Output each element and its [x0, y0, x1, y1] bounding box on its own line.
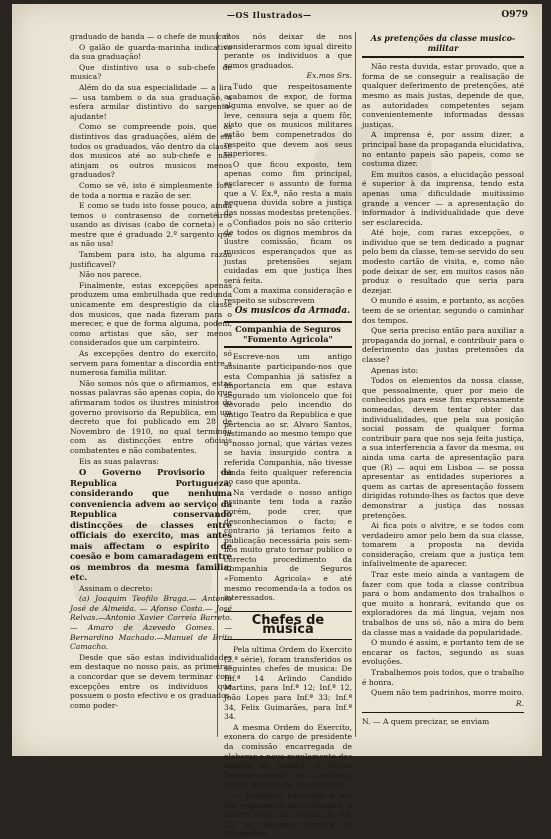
company-heading: Companhia de Seguros "Fomento Agricola"	[224, 321, 352, 348]
paragraph: Como se compreende pois, que os distintivos das graduações, além de em todos os graduados, vão dentro da classe dos musicos até ao sub-chefe e não atinjam os outros musicos menos graduados?	[70, 122, 232, 180]
column-right	[362, 32, 524, 742]
paragraph: Escreve-nos um antigo assinante participando-nos que esta Companhia já satisfez a importancia em que estava segurado um violoncelo que foi devorado pelo incendio do antigo Teatro da Republica e que pertencia ao sr. Alvaro Santos, lastimando ao mesmo tempo que o nosso jornal, que várias vezes se havia insurgido contra a referida Companhia, não tivesse ainda feito qualquer referencia ao caso que aponta.	[224, 352, 352, 487]
paragraph: As excepções dentro do exercito, só servem para fomentar a discordia entre a numerosa familia militar.	[70, 349, 232, 378]
paragraph: E como se tudo isto fosse pouco, ainda temos o contrasenso de cornetéiros usando as divisas (cabo de corneta) e o mestre que é graduado 2.º sargento que as não usa!	[70, 201, 232, 249]
paragraph: A imprensa é, por assim dizer, a principal base da propaganda elucidativa, no entanto papeis são papeis, como se costuma dizer.	[362, 130, 524, 169]
paragraph: O que ficou exposto, tem apenas como fim principal, esclarecer o assunto de forma que a V. Ex.ª, não resta a mais pequena duvida sobre a justiça das nossas modestas pretenções.	[224, 159, 352, 217]
paragraph: Ai fica pois o alvitre, e se todos com verdadeiro amor pelo bem da sua classe, tomarem a proposta na devida consideração, creiam que a justiça tem infalivelmente de aparecer.	[362, 521, 524, 569]
paragraph: O galão de guarda-marinha indicativo da sua graduação!	[70, 42, 232, 62]
subscribers: Os musicos da Armada.	[234, 305, 351, 316]
paragraph: Que distintivo usa o sub-chefe de musica?	[70, 62, 232, 82]
page-number: O979	[501, 10, 528, 20]
paragraph: Tudo que respeitosamente acabamos de expor, de forma alguma envolve, se quer ao de leve, censura seja a quem fôr, visto que os musicos militares estão bem compenetrados do respeito que devem aos seus superiores.	[224, 81, 352, 159]
paragraph: Trabalhemos pois todos, que o trabalho é honra.	[362, 668, 524, 687]
paragraph: Finalmente, estas excepções apenas produzem uma embrulhada que redunda unicamente em desprestigio da classe dos musicos, que nada fizeram para o merecer, e que de forma alguma, podem, como artistas que são, ser menos considerados que um carpinteiro.	[70, 280, 232, 348]
paragraph: Que seria preciso então para auxiliar a propaganda do jornal, e contribuir para o deferimento das justas pretensões da classe?	[362, 326, 524, 364]
paragraph: Não somos nós que o afirmamos, estas nossas palavras são apenas copia, do que afirmaram todos os ilustres ministros do governo provisorio da Republica, em um decreto que foi publicado em 28 de Novembro de 1910, no qual terminou com as distincções entre oficiais combatentes e não combatentes.	[70, 378, 232, 455]
paragraph: Além do da sua especialidade — a lira — usa tambem o da sua graduação, a esfera armilar distintivo do sargento-ajudante!	[70, 82, 232, 121]
paragraph: Apenas isto:	[371, 365, 419, 375]
paragraph: Até hoje, com raras excepções, o individuo que se tem dedicado a pugnar pelo bem da classe, tem-se servido do seu modesto cartão de visita, e, como não pode deixar de ser, em muitos casos não produz o resultado que seria para dezejar.	[362, 228, 524, 295]
paragraph: Desde que são estas individualidades em destaque no nosso pais, as primeiras a concordar que se devem terminar com excepções entre os individuos que possuem o posto efectivo e os graduados, como poder-	[70, 652, 232, 710]
paragraph: Tambem para isto, ha alguma razão justificavel?	[70, 250, 232, 269]
column-divider	[355, 32, 356, 737]
section-heading: As pretenções da classe musico-militar	[362, 34, 524, 58]
column-left	[70, 32, 232, 742]
paragraph: mos nós deixar de nos considerarmos com igual direito perante os individuos a que somos graduados.	[224, 32, 352, 70]
paragraph: — Requereu passagem a um dos regimentos do continente, o ilustre chefe de musica de Inf. 26, sr. Salvador Pereira de Guimarães.	[224, 790, 352, 839]
paragraph: Com a maxima consideração e respeito se subscrevem	[224, 286, 352, 306]
paragraph: Não nos parece.	[79, 270, 142, 280]
page-header	[12, 4, 542, 26]
header-title: —OS Ilustrados—	[227, 10, 312, 20]
chefes-heading: Chefes de musica	[224, 611, 352, 640]
notice: N. — A quem precizar, se enviam	[362, 717, 490, 727]
paragraph: O mundo é assim, e portanto tem de se encarar os factos, segundo as suas evoluções.	[362, 638, 524, 667]
decree-quote: O Governo Provisorio da Republica Portugueza, considerando que nenhuma conveniencia advem ao serviço da Republica conservando distincções de classes entre officiais do exercito, mas antes mais affectam o espirito de coesão e bom camaradagem entre os membros da mesma familia; etc.	[70, 467, 232, 583]
paragraph: graduado de banda — o chefe de musica?	[70, 32, 231, 41]
divider	[362, 712, 524, 713]
paragraph: Quem não tem padrinhos, morre moiro.	[371, 688, 524, 698]
paragraph: A mesma Ordem do Exercito, exonera do cargo de presidente da comissão encarregada de elaborar o novo regulamento das bandas de musica, o Ex.mo Tenente-coronel de cavalaria, Carlos Botelho de Vasconcelos.	[224, 722, 352, 790]
decree-signatories: (a) Joaquim Teofilo Braga.— Antonio José de Almeida. — Afonso Costa.— José Relvas.—Antonio Xavier Correia Barreto. — Amaro de Azevedo Gomes. — Bernardino Machado.—Manuel de Brito Camacho.	[70, 594, 232, 652]
paragraph: Em muitos casos, a elucidação pessoal é superior à da imprensa, tendo esta apenas uma dificuldade muitissimo grande a vencer — a apresentação do informador à individualidade que deve ser esclarecida.	[362, 169, 524, 227]
salutation: Ex.mos Srs.	[306, 71, 352, 81]
article-signature: R.	[515, 698, 524, 708]
column-middle	[224, 32, 352, 839]
paragraph: O mundo é assim, e portanto, as acções teem de se orientar, segundo o caminhar dos tempos.	[362, 296, 524, 325]
paragraph: Eis as suas palavras:	[79, 456, 159, 466]
decree-intro: Assinam o decreto:	[79, 583, 153, 593]
paragraph: Confiados pois no são criterio de todos os dignos membros da ilustre comissão, ficam os musicos esperançados que as justas pretensões sejam cuidadas em que justiça lhes será feita.	[224, 218, 352, 285]
paragraph: Traz este meio ainda a vantagem de fazer com que toda a classe contribua para o bom andamento dos trabalhos o que muito a honrará, evitando que os exploradores da má lingua, vejam nos trabalhos de uns só, não a mira do bem da classe mas a vaidade da popularidade.	[362, 570, 524, 637]
newspaper-page	[12, 4, 542, 839]
paragraph: Não resta duvida, estar provado, que a forma de se conseguir a realisação de qualquer deferimento de pretenções, até mesmo as mais justas, depende de que, as autoridades competentes sejam convenientemente informadas dessas justiças.	[362, 62, 524, 129]
paragraph: Pela ultima Ordem do Exercito (2.ª série), foram transferidos os seguintes chefes de musica: De Inf.ª 14 Arlindo Candido Martins, para Inf.ª 12; Inf.ª 12, João Lopes para Inf.ª 33; Inf.ª 34, Felix Guimarães, para Inf.ª 34.	[224, 645, 352, 722]
paragraph: Como se vê, isto é simplesmente fora de toda a norma e razão de ser.	[70, 180, 232, 200]
paragraph: Todos os elementos da nossa classe, que pessoalmente, quer por meio de conhecidos para esse fim expressamente nomeadas, devem tentar obter das individualidades, que pela sua posição social possam de qualquer forma contribuir para que nos seja feita justiça, a sua interferencia a favor da mesma, ou ainda uma carta de apresentação para que (R) — aqui em Lisboa — se possa apresentar as entidades superiores a quem as cartas de apresentação fossem dirigidas rotundo-lhes os factos que deve demonstrar a justiça das nossas pretenções.	[362, 376, 524, 520]
paragraph: Na verdade o nosso antigo assinante tem toda a razão porém, pode crer, que desconheciamos o facto; e contrario já teriamos feito a publicação necessária pois sem-nos muito grato tornar publico o correcto procedimento da Companhia de Seguros «Fomento Agricola» e até mesmo recomenda-la a todos os interessados.	[224, 487, 352, 603]
